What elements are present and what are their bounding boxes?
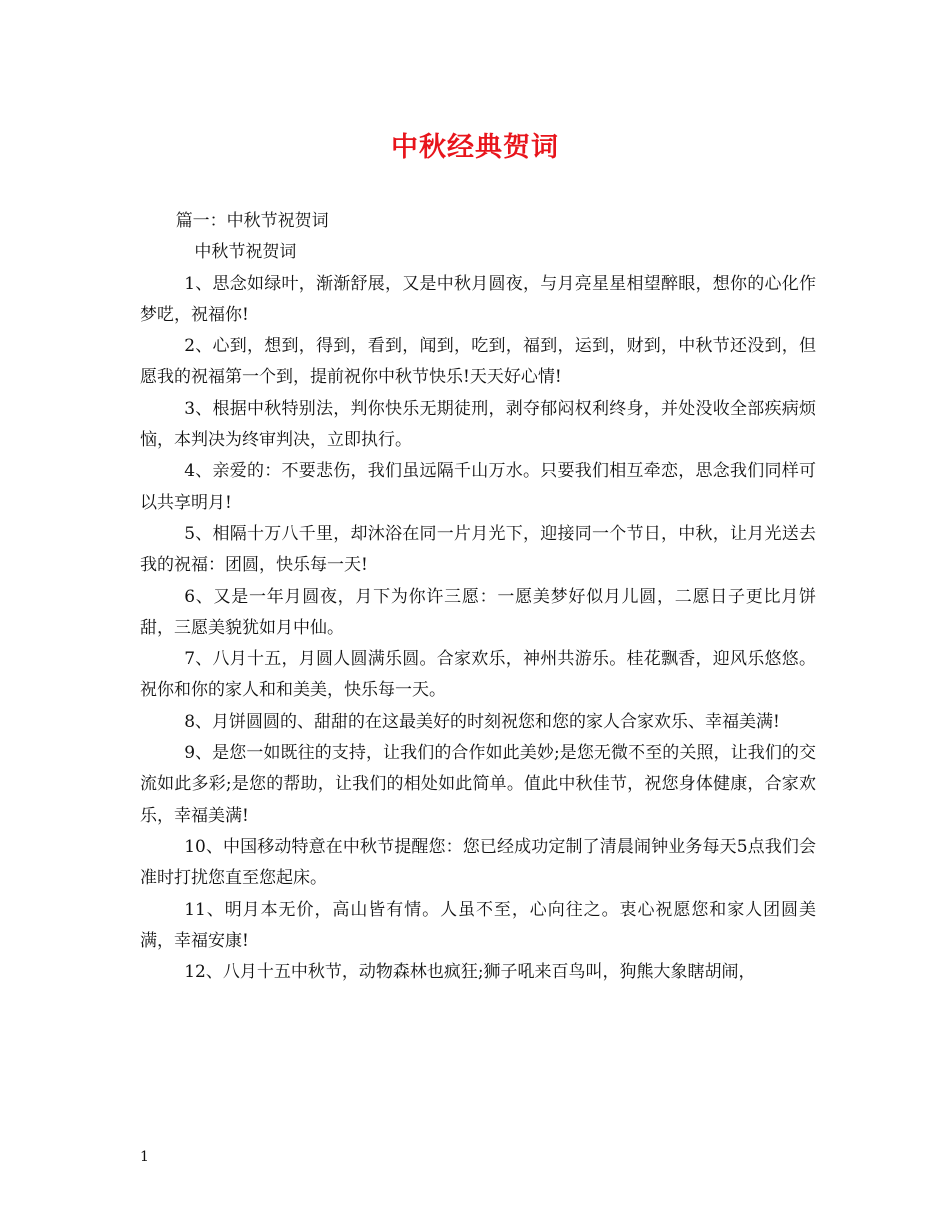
greeting-paragraph: 12、八月十五中秋节，动物森林也疯狂;狮子吼来百鸟叫，狗熊大象瞎胡闹， — [184, 962, 756, 983]
greeting-paragraph: 9、是您一如既往的支持，让我们的合作如此美妙;是您无微不至的关照，让我们的交流如此多彩;是您的帮助，让我们的相处如此简单。值此中秋佳节，祝您身体健康，合家欢乐，幸福美满! — [140, 743, 816, 826]
greeting-paragraph: 4、亲爱的：不要悲伤，我们虽远隔千山万水。只要我们相互牵恋，思念我们同样可以共享明月! — [140, 461, 816, 513]
greeting-paragraph: 1、思念如绿叶，渐渐舒展，又是中秋月圆夜，与月亮星星相望醉眼，想你的心化作梦呓，祝福你! — [140, 273, 816, 325]
section-heading: 篇一：中秋节祝贺词 — [175, 211, 329, 231]
greeting-paragraph: 2、心到，想到，得到，看到，闻到，吃到，福到，运到，财到，中秋节还没到，但愿我的祝福第一个到，提前祝你中秋节快乐!天天好心情! — [140, 336, 816, 388]
greeting-paragraph: 3、根据中秋特别法，判你快乐无期徒刑，剥夺郁闷权利终身，并处没收全部疾病烦恼，本判决为终审判决，立即执行。 — [140, 398, 816, 451]
greeting-paragraph: 8、月饼圆圆的、甜甜的在这最美好的时刻祝您和您的家人合家欢乐、幸福美满! — [184, 711, 780, 732]
page-number: 1 — [140, 1149, 149, 1165]
sub-heading: 中秋节祝贺词 — [194, 242, 297, 263]
greeting-paragraph: 10、中国移动特意在中秋节提醒您：您已经成功定制了清晨闹钟业务每天5点我们会准时打扰您直至您起床。 — [140, 836, 816, 889]
greeting-paragraph: 7、八月十五，月圆人圆满乐圆。合家欢乐，神州共游乐。桂花飘香，迎风乐悠悠。祝你和你的家人和和美美，快乐每一天。 — [140, 649, 816, 701]
greeting-paragraph: 11、明月本无价，高山皆有情。人虽不至，心向往之。衷心祝愿您和家人团圆美满，幸福安康! — [140, 899, 816, 951]
greeting-paragraph: 5、相隔十万八千里，却沐浴在同一片月光下，迎接同一个节日，中秋，让月光送去我的祝福：团圆，快乐每一天! — [140, 523, 816, 576]
document-title: 中秋经典贺词 — [391, 132, 559, 163]
document-body — [140, 206, 816, 988]
greeting-paragraph: 6、又是一年月圆夜，月下为你许三愿：一愿美梦好似月儿圆，二愿日子更比月饼甜，三愿美貌犹如月中仙。 — [140, 586, 816, 638]
